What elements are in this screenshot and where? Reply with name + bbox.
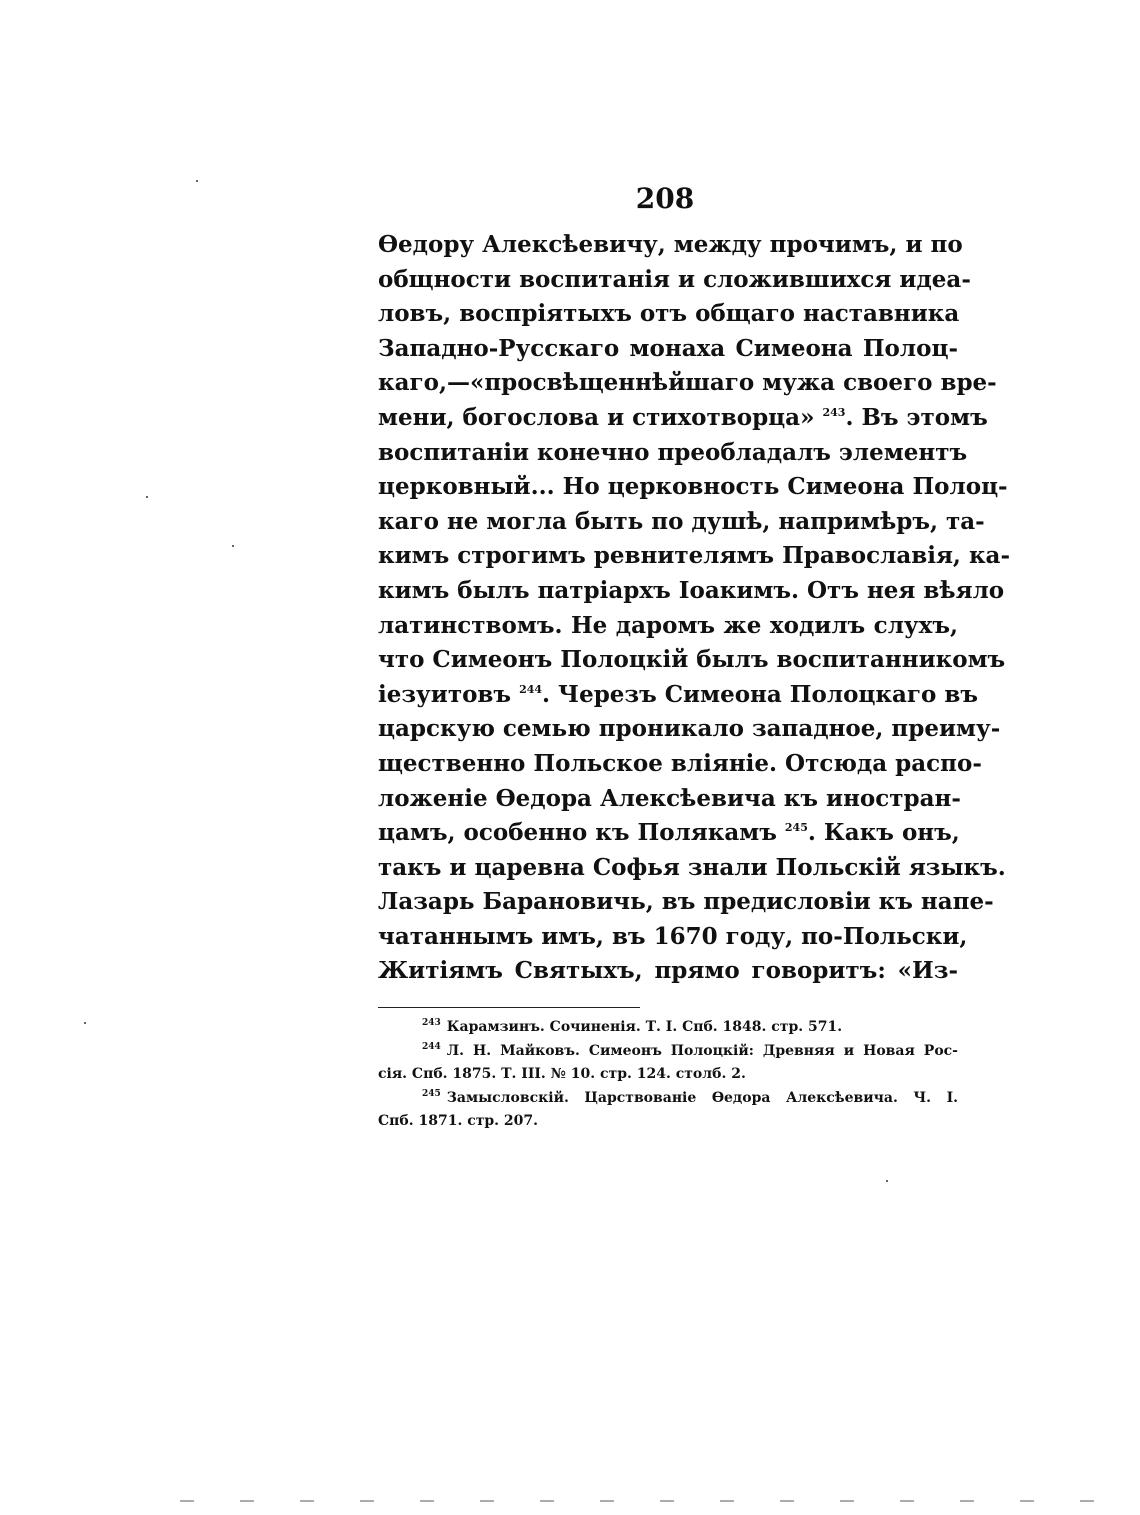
footnote-mark: 244 — [422, 1041, 441, 1052]
text-line: церковный... Но церковность Симеона Полоц- — [378, 473, 1008, 501]
text-fragment: іезуитовъ — [378, 680, 512, 708]
text-line: ловъ, воспріятыхъ отъ общаго наставника — [378, 300, 960, 328]
footnote-text: Карамзинъ. Сочиненія. Т. I. Спб. 1848. стр. 571. — [446, 1019, 843, 1035]
footnote-mark: 243 — [422, 1018, 441, 1028]
text-line: царскую семью проникало западное, преиму- — [378, 715, 1001, 743]
text-line — [378, 678, 978, 713]
text-line: Житіямъ Святыхъ, прямо говоритъ: «Из- — [378, 957, 958, 985]
text-line: щественно Польское вліяніе. Отсюда распо- — [378, 749, 982, 777]
text-line: Өедору Алексѣевичу, между прочимъ, и по — [378, 231, 963, 258]
footnote-245 — [378, 1087, 958, 1111]
footnote-text: Л. Н. Майковъ. Симеонъ Полоцкій: Древняя и Новая Рос- — [446, 1042, 958, 1059]
body-text — [378, 228, 1011, 989]
text-line: кимъ былъ патріархъ Іоакимъ. Отъ нея вѣяло — [378, 576, 1005, 604]
page-number: 208 — [635, 182, 695, 215]
text-line: такъ и царевна Софья знали Польскій языкъ. — [378, 853, 1006, 881]
footnote-separator — [378, 1007, 640, 1008]
scan-speck — [146, 496, 148, 498]
text-line: каго,—«просвѣщеннѣйшаго мужа своего вре- — [378, 369, 997, 397]
text-line: чатаннымъ имъ, въ 1670 году, по-Польски, — [378, 922, 968, 950]
text-line: общности воспитанія и сложившихся идеа- — [378, 265, 971, 293]
text-fragment: . Какъ онъ, — [807, 819, 960, 847]
footnote-245-continuation: Спб. 1871. стр. 207. — [378, 1113, 539, 1129]
text-line: что Симеонъ Полоцкій былъ воспитанникомъ — [378, 646, 1006, 674]
text-line: Западно-Русскаго монаха Симеона Полоц- — [378, 334, 958, 362]
text-fragment: . Въ этомъ — [845, 403, 988, 431]
text-line: Лазарь Барановичь, въ предисловіи къ напе- — [378, 888, 994, 916]
footnote-244-continuation: сія. Спб. 1875. Т. III. № 10. стр. 124. столб. 2. — [378, 1066, 746, 1082]
text-line — [378, 816, 958, 851]
footnote-mark: 245 — [422, 1088, 441, 1099]
footnote-reference: 245 — [784, 821, 808, 835]
text-fragment: мени, богослова и стихотворца» — [378, 403, 815, 431]
text-line: латинствомъ. Не даромъ же ходилъ слухъ, — [378, 611, 958, 639]
text-line: кимъ строгимъ ревнителямъ Православія, ка- — [378, 542, 1011, 570]
footnote-244 — [378, 1040, 958, 1064]
text-line — [378, 401, 988, 436]
text-fragment: цамъ, особенно къ Полякамъ — [378, 819, 777, 847]
text-line: воспитаніи конечно преобладалъ элементъ — [378, 438, 968, 466]
footnote-reference: 243 — [822, 405, 846, 419]
text-fragment: . Черезъ Симеона Полоцкаго въ — [542, 680, 978, 708]
scan-speck — [84, 1022, 86, 1024]
scan-speck — [196, 180, 198, 182]
footnote-reference: 244 — [519, 682, 543, 696]
text-line: каго не могла быть по душѣ, напримѣръ, та- — [378, 507, 985, 535]
footnote-243 — [378, 1016, 958, 1040]
footnote-text: Замысловскій. Царствованіе Өедора Алексѣевича. Ч. I. — [446, 1089, 958, 1106]
footnotes — [378, 1016, 958, 1134]
scan-edge-noise — [180, 1500, 1130, 1502]
scan-speck — [886, 1180, 888, 1182]
text-line: ложеніе Өедора Алексѣевича къ иностран- — [378, 784, 961, 812]
scan-speck — [232, 545, 234, 547]
